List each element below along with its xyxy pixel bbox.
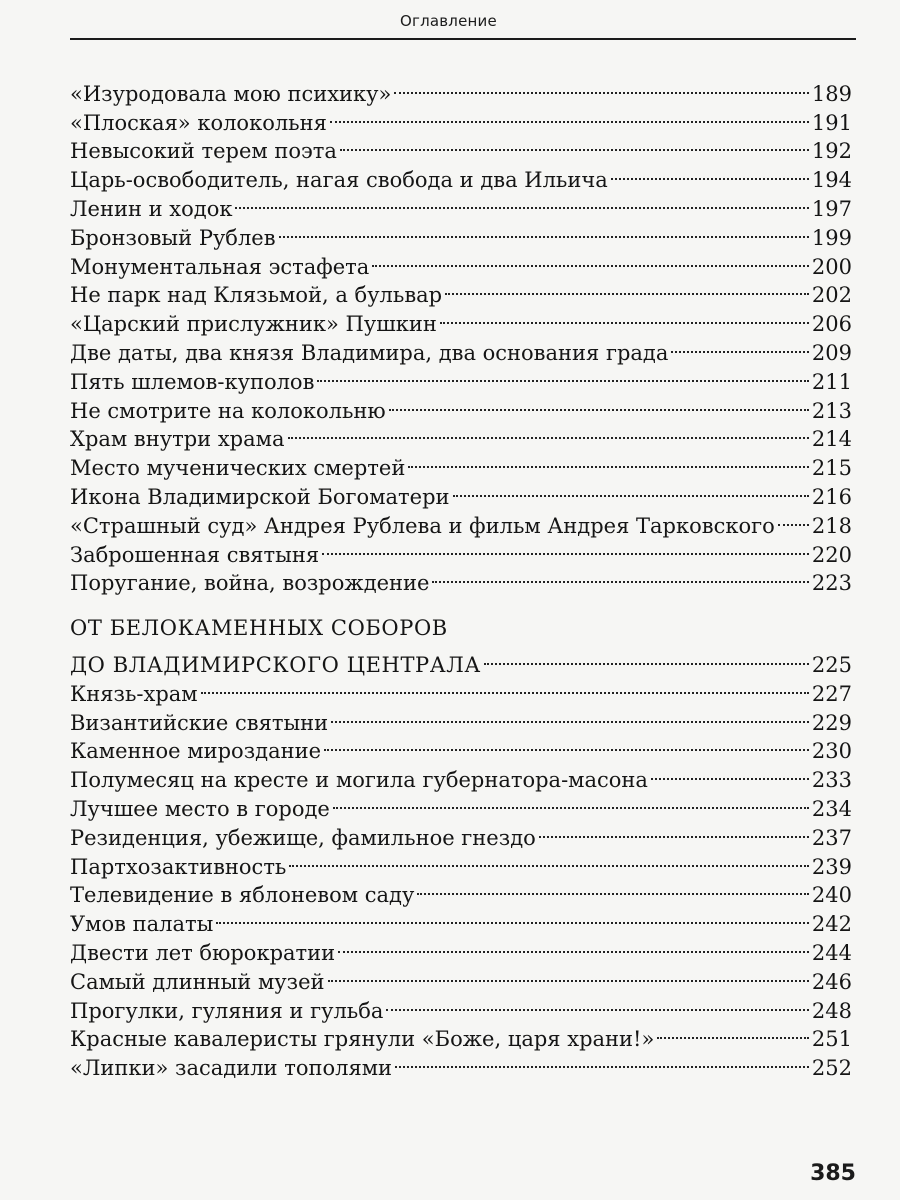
- toc-entry-title: Не смотрите на колокольню: [70, 398, 386, 423]
- toc-entry-title: Лучшее место в городе: [70, 796, 330, 821]
- dot-leader: [417, 874, 809, 903]
- toc-entry-page: 213: [811, 398, 852, 423]
- toc-entry-page: 230: [811, 739, 852, 764]
- page-number: 385: [810, 1161, 856, 1186]
- toc-entry-title: Бронзовый Рублев: [70, 225, 276, 250]
- toc-entry-page: 209: [811, 340, 852, 365]
- dot-leader: [389, 389, 809, 418]
- toc-entry-page: 189: [811, 81, 852, 106]
- dot-leader: [386, 989, 809, 1018]
- toc-entry-title: «Страшный суд» Андрея Рублева и фильм Андрея Тарковского: [70, 513, 775, 538]
- dot-leader: [235, 187, 808, 216]
- toc-entry-page: 248: [811, 998, 852, 1023]
- dot-leader: [289, 845, 809, 874]
- dot-leader: [216, 902, 809, 931]
- dot-leader: [328, 960, 809, 989]
- toc-entry-title: Полумесяц на кресте и могила губернатора-масона: [70, 768, 648, 793]
- toc-entry-title: Две даты, два князя Владимира, два основания града: [70, 340, 669, 365]
- toc-entry-title: «Липки» засадили тополями: [70, 1056, 393, 1081]
- toc-entry-page: 202: [811, 283, 852, 308]
- toc-entry-page: 192: [811, 139, 852, 164]
- toc-entry-title: Поругание, война, возрождение: [70, 571, 430, 596]
- dot-leader: [395, 1046, 809, 1075]
- toc-entry-title: Каменное мироздание: [70, 739, 322, 764]
- toc-entry-page: 234: [811, 796, 852, 821]
- dot-leader: [408, 446, 809, 475]
- toc-entry-title: Заброшенная святыня: [70, 542, 320, 567]
- dot-leader: [331, 701, 809, 730]
- toc-entry-title: Телевидение в яблоневом саду: [70, 883, 415, 908]
- toc-entry-page: 220: [811, 542, 852, 567]
- toc-entry-title: Не парк над Клязьмой, а бульвар: [70, 283, 443, 308]
- dot-leader: [611, 158, 809, 187]
- toc-entry-page: 200: [811, 254, 852, 279]
- dot-leader: [440, 302, 809, 331]
- toc-entry-title: Царь-освободитель, нагая свобода и два Ильича: [70, 168, 608, 193]
- toc-entry-page: 216: [811, 484, 852, 509]
- toc-group-2: [70, 672, 852, 1081]
- section-heading-line-1: [70, 614, 852, 643]
- toc-entry-page: 246: [811, 969, 852, 994]
- toc-entry-title: Самый длинный музей: [70, 969, 325, 994]
- dot-leader: [445, 274, 809, 303]
- toc-entry-title: Умов палаты: [70, 912, 214, 937]
- running-header: [70, 8, 856, 40]
- toc-entry-page: 211: [811, 369, 852, 394]
- toc-entry-page: 215: [811, 456, 852, 481]
- toc-entry-page: 214: [811, 427, 852, 452]
- toc-entry-page: 244: [811, 940, 852, 965]
- dot-leader: [671, 331, 809, 360]
- section-heading-text: ОТ БЕЛОКАМЕННЫХ СОБОРОВ: [70, 616, 448, 641]
- toc-entry-page: 206: [811, 312, 852, 337]
- dot-leader: [372, 245, 809, 274]
- dot-leader: [453, 475, 809, 504]
- toc-entry-title: «Плоская» колокольня: [70, 110, 327, 135]
- toc-entry-title: Двести лет бюрократии: [70, 940, 336, 965]
- toc-entry-page: 237: [811, 825, 852, 850]
- toc-entry-page: 233: [811, 768, 852, 793]
- dot-leader: [279, 216, 809, 245]
- dot-leader: [657, 1018, 809, 1047]
- toc-entry-title: Византийские святыни: [70, 710, 329, 735]
- section-heading-text: ДО ВЛАДИМИРСКОГО ЦЕНТРАЛА: [70, 652, 481, 677]
- dot-leader: [330, 101, 809, 130]
- toc-entry-page: 240: [811, 883, 852, 908]
- dot-leader: [324, 730, 809, 759]
- dot-leader: [539, 816, 809, 845]
- running-header-title: Оглавление: [400, 12, 497, 30]
- dot-leader: [201, 672, 809, 701]
- dot-leader: [484, 643, 809, 672]
- toc-entry-title: Невысокий терем поэта: [70, 139, 337, 164]
- toc-entry-page: 199: [811, 225, 852, 250]
- dot-leader: [338, 931, 809, 960]
- dot-leader: [288, 418, 809, 447]
- toc-entry-page: 227: [811, 681, 852, 706]
- dot-leader: [432, 562, 808, 591]
- dot-leader: [317, 360, 809, 389]
- dot-leader: [322, 533, 809, 562]
- toc-entry-title: Монументальная эстафета: [70, 254, 370, 279]
- dot-leader: [333, 787, 809, 816]
- toc-entry-page: 229: [811, 710, 852, 735]
- toc-entry-page: 251: [811, 1027, 852, 1052]
- toc-entry-page: 197: [811, 196, 852, 221]
- toc-entry-title: Князь-храм: [70, 681, 198, 706]
- dot-leader: [778, 504, 809, 533]
- toc-entry-page: 239: [811, 854, 852, 879]
- section-heading-line-2: [70, 643, 852, 677]
- section-page-number: 225: [811, 652, 852, 677]
- dot-leader: [340, 130, 809, 159]
- toc-entry-title: Храм внутри храма: [70, 427, 285, 452]
- toc-entry-title: Партхозактивность: [70, 854, 287, 879]
- toc-entry-title: Прогулки, гуляния и гульба: [70, 998, 384, 1023]
- toc-entry-page: 191: [811, 110, 852, 135]
- toc-entry-title: Красные кавалеристы грянули «Боже, царя храни!»: [70, 1027, 655, 1052]
- toc-entry-title: Пять шлемов-куполов: [70, 369, 315, 394]
- toc-entry-title: Место мученических смертей: [70, 456, 406, 481]
- dot-leader: [651, 758, 809, 787]
- toc-entry: [70, 72, 852, 106]
- toc-entry-title: Икона Владимирской Богоматери: [70, 484, 450, 509]
- toc-entry-title: Ленин и ходок: [70, 196, 233, 221]
- table-of-contents: [70, 72, 852, 1081]
- toc-group-1: [70, 72, 852, 596]
- dot-leader: [394, 72, 809, 101]
- toc-entry-page: 242: [811, 912, 852, 937]
- toc-entry-page: 194: [811, 168, 852, 193]
- toc-entry-title: «Царский прислужник» Пушкин: [70, 312, 437, 337]
- toc-entry-title: «Изуродовала мою психику»: [70, 81, 392, 106]
- toc-entry-page: 252: [811, 1056, 852, 1081]
- toc-entry-title: Резиденция, убежище, фамильное гнездо: [70, 825, 536, 850]
- toc-entry-page: 223: [811, 571, 852, 596]
- toc-entry-page: 218: [811, 513, 852, 538]
